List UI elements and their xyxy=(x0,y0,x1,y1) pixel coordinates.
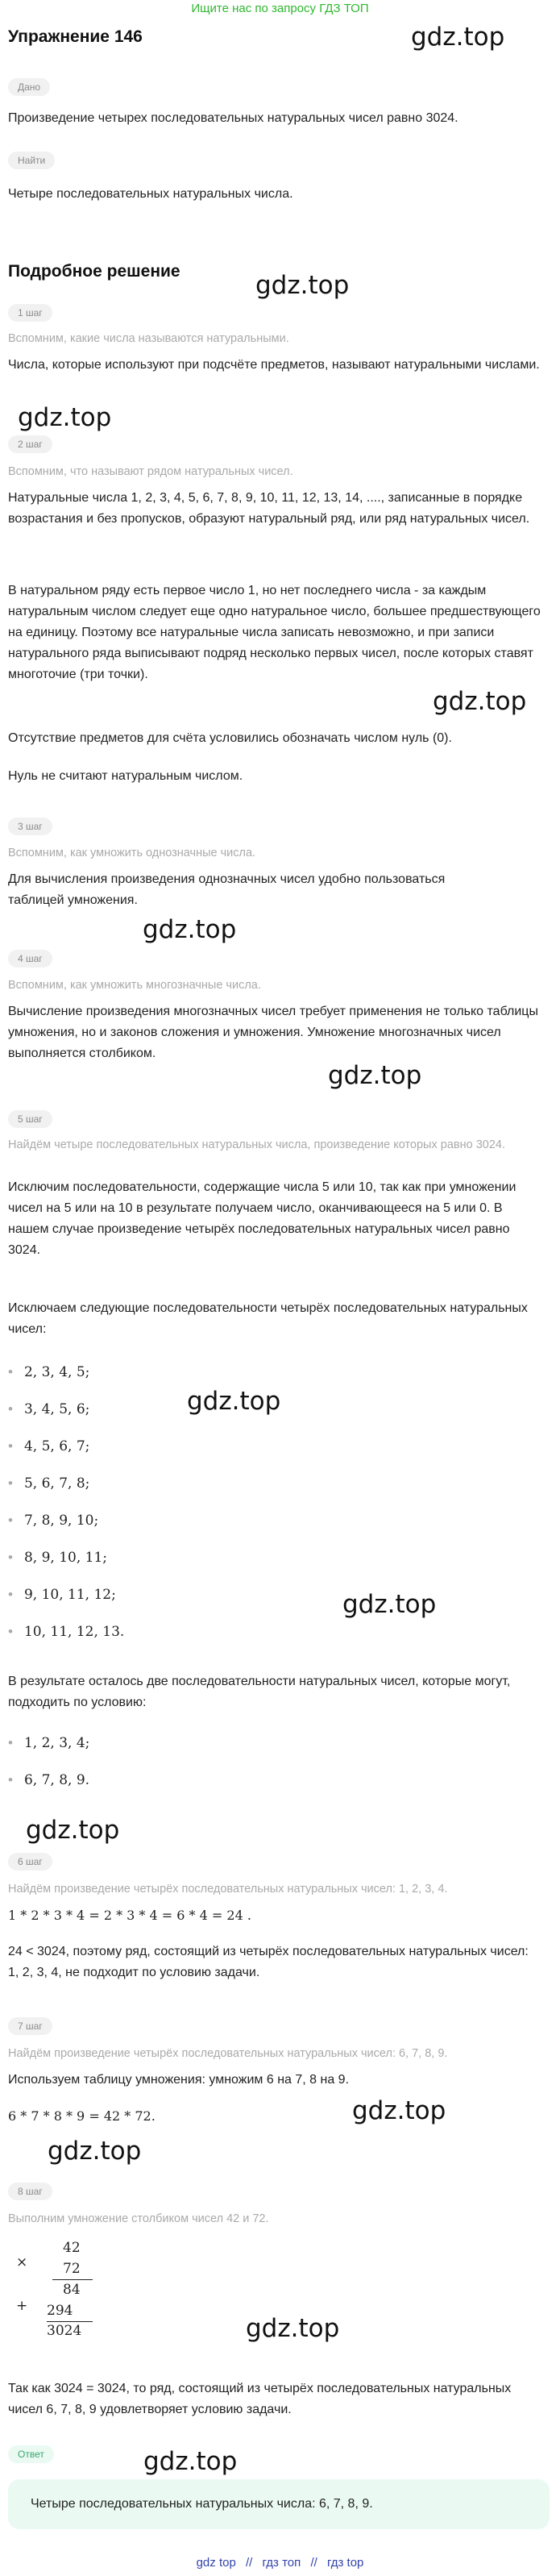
step-text: Исключаем следующие последовательности четырёх последовательных натуральных чисел: xyxy=(8,1301,528,1336)
watermark: gdz.top xyxy=(143,2447,238,2476)
watermark: gdz.top xyxy=(26,1816,120,1845)
step-label: 3 шаг xyxy=(8,818,52,835)
solution-heading: Подробное решение xyxy=(8,262,180,281)
watermark: gdz.top xyxy=(342,1590,437,1619)
watermark: gdz.top xyxy=(48,2137,142,2166)
watermark: gdz.top xyxy=(411,23,505,52)
watermark: gdz.top xyxy=(187,1387,281,1416)
plus-sign: + xyxy=(16,2298,28,2314)
step-label: 8 шаг xyxy=(8,2183,52,2200)
operand-b: 72 xyxy=(63,2261,81,2277)
watermark: gdz.top xyxy=(352,2096,446,2125)
footer-link[interactable]: гдз top xyxy=(326,2556,364,2570)
watermark: gdz.top xyxy=(328,1061,422,1090)
list-item: • 4, 5, 6, 7; xyxy=(8,1438,90,1454)
step-hint: Выполним умножение столбиком чисел 42 и 72. xyxy=(8,2212,269,2225)
operand-a: 42 xyxy=(63,2240,81,2256)
times-sign: × xyxy=(16,2254,28,2270)
divider-line xyxy=(52,2279,93,2280)
step-text: Используем таблицу умножения: умножим 6 на 7, 8 на 9. xyxy=(8,2073,350,2087)
step-text: В натуральном ряду есть первое число 1, но нет последнего числа - за каждым натуральным числом следует еще одно натуральное число, большее предшествующего на единицу. Поэтому все натуральные числа записать невозможно, и при записи натурального ряда выписывают подряд несколько первых чисел, после которых ставят многоточие (три точки). xyxy=(8,584,541,681)
step-text: Отсутствие предметов для счёта условились обозначать числом нуль (0). xyxy=(8,731,452,745)
partial-product-1: 84 xyxy=(63,2282,81,2298)
find-label: Найти xyxy=(8,152,55,169)
step-hint: Найдём произведение четырёх последовательных натуральных чисел: 6, 7, 8, 9. xyxy=(8,2047,448,2060)
divider-line xyxy=(47,2321,93,2322)
step-hint: Найдём произведение четырёх последовательных натуральных чисел: 1, 2, 3, 4. xyxy=(8,1883,448,1896)
answer-label: Ответ xyxy=(8,2445,54,2463)
list-item: • 10, 11, 12, 13. xyxy=(8,1624,125,1640)
column-multiplication xyxy=(16,2240,97,2341)
step-hint: Вспомним, как умножить многозначные числа. xyxy=(8,979,261,992)
list-item: • 3, 4, 5, 6; xyxy=(8,1401,90,1417)
watermark: gdz.top xyxy=(433,687,527,716)
step-hint: Вспомним, как умножить однозначные числа. xyxy=(8,847,256,859)
formula: 1 * 2 * 3 * 4 = 2 * 3 * 4 = 6 * 4 = 24 . xyxy=(8,1908,251,1923)
step-label: 1 шаг xyxy=(8,304,52,322)
list-item: • 1, 2, 3, 4; xyxy=(8,1735,90,1751)
given-label: Дано xyxy=(8,78,50,96)
footer-link[interactable]: гдз топ xyxy=(262,2556,301,2570)
find-text: Четыре последовательных натуральных числа. xyxy=(8,187,293,201)
step-label: 5 шаг xyxy=(8,1110,52,1128)
watermark: gdz.top xyxy=(18,403,112,432)
product-result: 3024 xyxy=(47,2323,82,2339)
watermark: gdz.top xyxy=(246,2314,340,2343)
list-item: • 6, 7, 8, 9. xyxy=(8,1772,90,1788)
page-title: Упражнение 146 xyxy=(8,27,143,46)
answer-box xyxy=(8,2479,550,2529)
step-hint: Вспомним, какие числа называются натуральными. xyxy=(8,332,289,345)
list-item: • 8, 9, 10, 11; xyxy=(8,1550,107,1566)
step-text: 24 < 3024, поэтому ряд, состоящий из четырёх последовательных натуральных чисел: 1, 2, 3, 4, не подходит по условию задачи. xyxy=(8,1945,529,1979)
formula: 6 * 7 * 8 * 9 = 42 * 72. xyxy=(8,2108,156,2124)
step-text: Вычисление произведения многозначных чисел требует применения не только таблицы умножения, но и законов сложения и умножения. Умножение многозначных чисел выполняется столбиком. xyxy=(8,1005,538,1060)
footer xyxy=(0,2556,560,2570)
step-text: В результате осталось две последовательности натуральных чисел, которые могут, подходить по условию: xyxy=(8,1675,511,1709)
watermark: gdz.top xyxy=(143,915,237,944)
step-text: Числа, которые используют при подсчёте предметов, называют натуральными числами. xyxy=(8,358,540,372)
step-text: Так как 3024 = 3024, то ряд, состоящий из четырёх последовательных натуральных чисел 6, 7, 8, 9 удовлетворяет условию задачи. xyxy=(8,2382,512,2416)
footer-separator: // xyxy=(310,2556,317,2570)
answer-text: Четыре последовательных натуральных числа: 6, 7, 8, 9. xyxy=(31,2497,373,2511)
step-label: 7 шаг xyxy=(8,2017,52,2035)
step-text: Для вычисления произведения однозначных чисел удобно пользоваться таблицей умножения. xyxy=(8,872,446,907)
step-text: Нуль не считают натуральным числом. xyxy=(8,769,243,783)
top-banner[interactable]: Ищите нас по запросу ГДЗ ТОП xyxy=(191,2,369,15)
step-label: 2 шаг xyxy=(8,435,52,453)
step-text: Исключим последовательности, содержащие числа 5 или 10, так как при умножении чисел на 5 или на 10 в результате получаем число, оканчивающееся на 5 или 0. В нашем случае произведение четырёх последовательных натуральных чисел равно 3024. xyxy=(8,1180,516,1257)
list-item: • 7, 8, 9, 10; xyxy=(8,1513,99,1529)
step-hint: Найдём четыре последовательных натуральных числа, произведение которых равно 3024. xyxy=(8,1138,505,1151)
list-item: • 9, 10, 11, 12; xyxy=(8,1587,116,1603)
list-item: • 5, 6, 7, 8; xyxy=(8,1475,90,1492)
partial-product-2: 294 xyxy=(47,2303,73,2319)
step-label: 4 шаг xyxy=(8,950,52,968)
step-label: 6 шаг xyxy=(8,1853,52,1871)
footer-link[interactable]: gdz top xyxy=(196,2556,236,2570)
watermark: gdz.top xyxy=(255,271,350,300)
given-text: Произведение четырех последовательных натуральных чисел равно 3024. xyxy=(8,111,458,125)
footer-separator: // xyxy=(245,2556,253,2570)
step-text: Натуральные числа 1, 2, 3, 4, 5, 6, 7, 8, 9, 10, 11, 12, 13, 14, ...., записанные в порядке возрастания и без пропусков, образуют натуральный ряд, или ряд натуральных чисел. xyxy=(8,491,530,526)
list-item: • 2, 3, 4, 5; xyxy=(8,1364,90,1380)
step-hint: Вспомним, что называют рядом натуральных чисел. xyxy=(8,465,293,478)
